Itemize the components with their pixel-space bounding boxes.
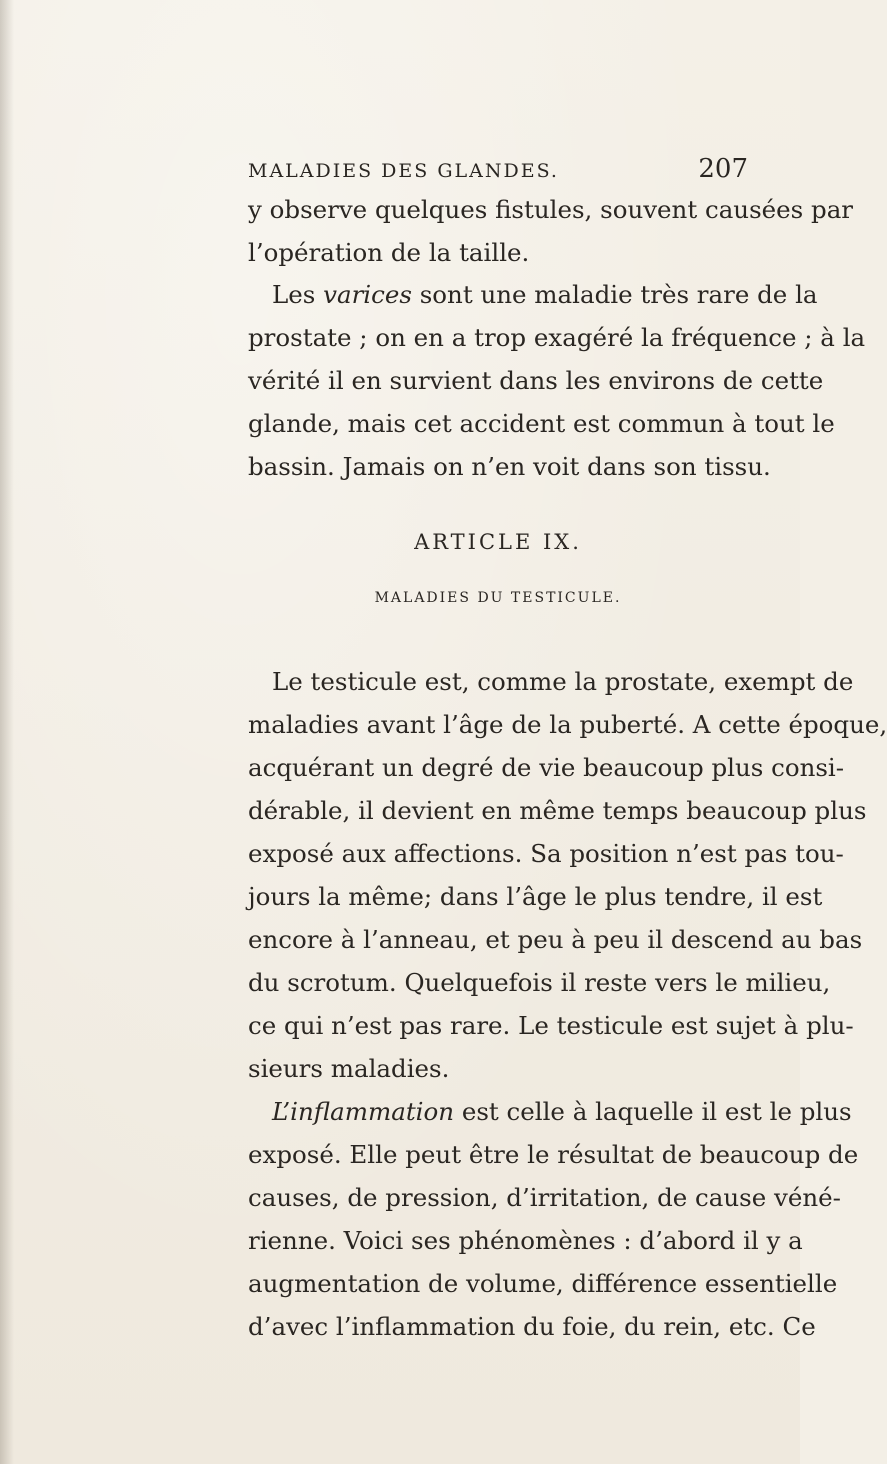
- text-line: l’opération de la taille.: [248, 238, 530, 267]
- text-line: causes, de pression, d’irritation, de cause véné-: [248, 1183, 841, 1212]
- text-line: bassin. Jamais on n’en voit dans son tissu.: [248, 452, 771, 481]
- text-line: vérité il en survient dans les environs de cette: [248, 366, 824, 395]
- text-line: dérable, il devient en même temps beaucoup plus: [248, 796, 867, 825]
- text-line: y observe quelques fistules, souvent causées par: [248, 195, 854, 224]
- text-line: rienne. Voici ses phénomènes : d’abord il y a: [248, 1226, 803, 1255]
- text-line: glande, mais cet accident est commun à tout le: [248, 409, 835, 438]
- text-line: jours la même; dans l’âge le plus tendre, il est: [248, 882, 823, 911]
- text-line: [272, 280, 818, 310]
- running-head: MALADIES DES GLANDES.: [248, 160, 559, 182]
- text-line: encore à l’anneau, et peu à peu il descend au bas: [248, 925, 863, 954]
- text-line: maladies avant l’âge de la puberté. A cette époque,: [248, 710, 887, 739]
- page-header: [248, 154, 748, 194]
- section-heading: MALADIES DU TESTICULE.: [374, 590, 622, 606]
- text-line: [272, 1097, 852, 1127]
- text-segment: Les: [272, 280, 324, 309]
- article-heading: ARTICLE IX.: [414, 530, 582, 554]
- text-line: ce qui n’est pas rare. Le testicule est sujet à plu-: [248, 1011, 854, 1040]
- page-number: 207: [698, 154, 748, 184]
- text-line: acquérant un degré de vie beaucoup plus consi-: [248, 753, 845, 782]
- text-segment: est celle à laquelle il est le plus: [454, 1097, 852, 1126]
- text-line: prostate ; on en a trop exagéré la fréquence ; à la: [248, 323, 866, 352]
- text-line: exposé. Elle peut être le résultat de beaucoup de: [248, 1140, 859, 1169]
- text-line: sieurs maladies.: [248, 1054, 450, 1083]
- text-line: augmentation de volume, différence essentielle: [248, 1269, 838, 1298]
- text-line: d’avec l’inflammation du foie, du rein, etc. Ce: [248, 1312, 816, 1341]
- emphasis-varices: varices: [323, 280, 412, 309]
- text-line: exposé aux affections. Sa position n’est pas tou-: [248, 839, 844, 868]
- text-line: Le testicule est, comme la prostate, exempt de: [272, 667, 854, 696]
- emphasis-inflammation: L’inflammation: [272, 1097, 455, 1126]
- text-line: du scrotum. Quelquefois il reste vers le milieu,: [248, 968, 831, 997]
- text-segment: sont une maladie très rare de la: [411, 280, 818, 309]
- page-gutter-shadow: [0, 0, 14, 1464]
